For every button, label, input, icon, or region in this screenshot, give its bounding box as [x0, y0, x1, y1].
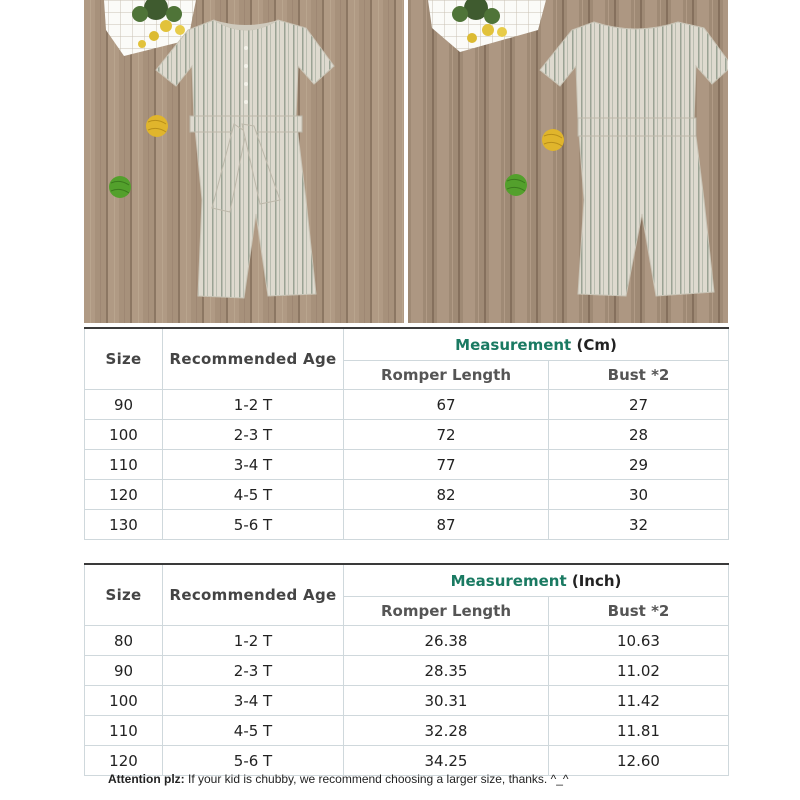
cell-length: 87 — [344, 510, 549, 540]
cell-length: 30.31 — [344, 686, 549, 716]
cell-age: 5-6 T — [163, 510, 344, 540]
cell-size: 130 — [85, 510, 163, 540]
cell-bust: 11.81 — [549, 716, 729, 746]
cell-age: 3-4 T — [163, 450, 344, 480]
header-size: Size — [85, 328, 163, 390]
header-bust: Bust *2 — [549, 597, 729, 626]
table-row — [85, 626, 729, 656]
header-romper-length: Romper Length — [344, 597, 549, 626]
measurement-label: Measurement — [450, 571, 567, 590]
table-row — [85, 450, 729, 480]
product-photo-back — [408, 0, 728, 323]
table-row — [85, 390, 729, 420]
header-measurement — [344, 564, 729, 597]
yellow-ball — [146, 115, 168, 137]
cell-bust: 30 — [549, 480, 729, 510]
cell-length: 28.35 — [344, 656, 549, 686]
cell-bust: 27 — [549, 390, 729, 420]
header-measurement — [344, 328, 729, 361]
cell-bust: 10.63 — [549, 626, 729, 656]
cell-age: 1-2 T — [163, 626, 344, 656]
cell-age: 3-4 T — [163, 686, 344, 716]
table-row — [85, 716, 729, 746]
cell-age: 2-3 T — [163, 420, 344, 450]
cell-size: 100 — [85, 420, 163, 450]
size-table-cm — [84, 327, 728, 540]
green-ball — [109, 176, 131, 198]
yellow-ball — [542, 129, 564, 151]
cell-length: 67 — [344, 390, 549, 420]
cell-length: 72 — [344, 420, 549, 450]
cell-age: 2-3 T — [163, 656, 344, 686]
cell-bust: 32 — [549, 510, 729, 540]
cell-age: 4-5 T — [163, 716, 344, 746]
cell-size: 120 — [85, 480, 163, 510]
header-age: Recommended Age — [163, 328, 344, 390]
product-photos — [84, 0, 728, 323]
attention-note — [108, 772, 569, 786]
cell-size: 90 — [85, 390, 163, 420]
cell-size: 80 — [85, 626, 163, 656]
size-table-inch — [84, 563, 728, 776]
header-romper-length: Romper Length — [344, 361, 549, 390]
product-photo-front — [84, 0, 404, 323]
cell-size: 120 — [85, 746, 163, 776]
cell-bust: 29 — [549, 450, 729, 480]
cell-bust: 28 — [549, 420, 729, 450]
header-size: Size — [85, 564, 163, 626]
table-row — [85, 420, 729, 450]
table-row — [85, 480, 729, 510]
cell-length: 26.38 — [344, 626, 549, 656]
cell-length: 82 — [344, 480, 549, 510]
measurement-unit: (Inch) — [571, 571, 622, 590]
table-row — [85, 510, 729, 540]
cell-length: 77 — [344, 450, 549, 480]
table-row — [85, 686, 729, 716]
measurement-label: Measurement — [455, 335, 572, 354]
cell-length: 34.25 — [344, 746, 549, 776]
table-row — [85, 746, 729, 776]
cell-size: 100 — [85, 686, 163, 716]
green-ball — [505, 174, 527, 196]
measurement-unit: (Cm) — [576, 335, 617, 354]
table-row — [85, 656, 729, 686]
cell-age: 4-5 T — [163, 480, 344, 510]
header-age: Recommended Age — [163, 564, 344, 626]
cell-age: 1-2 T — [163, 390, 344, 420]
attention-text: If your kid is chubby, we recommend choosing a larger size, thanks. ^_^ — [184, 772, 569, 786]
cell-bust: 12.60 — [549, 746, 729, 776]
cell-length: 32.28 — [344, 716, 549, 746]
header-bust: Bust *2 — [549, 361, 729, 390]
cell-age: 5-6 T — [163, 746, 344, 776]
cell-size: 110 — [85, 716, 163, 746]
cell-size: 90 — [85, 656, 163, 686]
cell-size: 110 — [85, 450, 163, 480]
cell-bust: 11.02 — [549, 656, 729, 686]
cell-bust: 11.42 — [549, 686, 729, 716]
attention-label: Attention plz: — [108, 772, 185, 786]
